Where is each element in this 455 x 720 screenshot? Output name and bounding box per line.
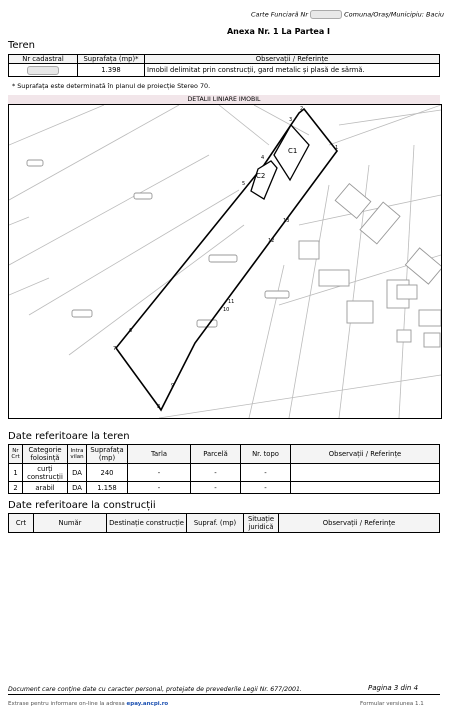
page-number: Pagina 3 din 4 (368, 684, 419, 692)
col-parcela: Parcelă (191, 445, 241, 464)
online-info-prefix: Extrase pentru informare on-line la adresa (8, 701, 125, 707)
cell-intravilan: DA (68, 482, 87, 494)
cell-parcela: - (191, 464, 241, 482)
col-suprafata: Suprafața (mp) (87, 445, 128, 464)
cell-area: 1.398 (78, 64, 145, 77)
teren-table (8, 54, 440, 77)
epay-link[interactable]: epay.ancpi.ro (126, 701, 169, 707)
cell-observations: Imobil delimitat prin construcții, gard metalic și plasă de sârmă. (145, 64, 440, 77)
cell-observatii (291, 482, 440, 494)
building-c2 (251, 161, 277, 199)
cf-header (0, 10, 444, 19)
cell-tarla: - (128, 482, 191, 494)
col-observatii: Observații / Referințe (145, 55, 440, 64)
point-label-5: 5 (242, 181, 246, 187)
point-label-11: 11 (228, 299, 235, 305)
col-tarla: Tarla (128, 445, 191, 464)
redacted-cadastral-number (27, 66, 59, 75)
point-label-13: 13 (283, 218, 290, 224)
col-intravilan: Intra vilan (68, 445, 87, 464)
point-label-1: 1 (335, 145, 339, 151)
col-destinatie: Destinație construcție (107, 514, 187, 533)
col-nr-crt: Nr Crt (9, 445, 23, 464)
point-label-7: 7 (113, 346, 117, 352)
personal-data-notice: Document care conține date cu caracter personal, protejate de prevederile Legii Nr. 677/2001. (8, 686, 302, 693)
cell-nr-topo: - (241, 464, 291, 482)
table-row (9, 482, 440, 494)
constr-section-title: Date referitoare la construcții (8, 500, 156, 511)
cell-nr: 1 (9, 464, 23, 482)
teren-section-title: Teren (8, 40, 35, 51)
plan-drawing (9, 105, 441, 418)
col-suprafata: Supraf. (mp) (187, 514, 244, 533)
footer-divider (8, 694, 440, 695)
col-nr-cadastral: Nr cadastral (9, 55, 78, 64)
point-label-8: 8 (157, 404, 161, 410)
point-label-12: 12 (268, 238, 275, 244)
building-label-c2: C2 (256, 172, 266, 180)
annex-title: Anexa Nr. 1 La Partea I (226, 27, 330, 36)
col-nr-topo: Nr. topo (241, 445, 291, 464)
cell-nr-topo: - (241, 482, 291, 494)
online-info (8, 701, 168, 707)
cell-intravilan: DA (68, 464, 87, 482)
col-observatii: Observații / Referințe (279, 514, 440, 533)
col-numar: Număr (34, 514, 107, 533)
building-label-c1: C1 (288, 147, 298, 155)
cell-observatii (291, 464, 440, 482)
land-table (8, 444, 440, 494)
form-version: Formular versiunea 1.1 (360, 701, 424, 707)
cadastral-plan (8, 104, 442, 419)
col-crt: Crt (9, 514, 34, 533)
point-label-4: 4 (261, 155, 265, 161)
cell-categorie: curți construcții (23, 464, 68, 482)
plan-banner: DETALII LINIARE IMOBIL (8, 95, 440, 104)
col-situatie: Situație juridică (244, 514, 279, 533)
table-row (9, 464, 440, 482)
col-suprafata: Suprafața (mp)* (78, 55, 145, 64)
cell-nr: 2 (9, 482, 23, 494)
cell-suprafata: 1.158 (87, 482, 128, 494)
point-label-3: 3 (289, 117, 293, 123)
redacted-cf-number (310, 10, 342, 19)
cf-prefix: Carte Funciară Nr (250, 10, 309, 19)
constr-table (8, 513, 440, 533)
point-label-6: 6 (129, 328, 133, 334)
point-label-9: 9 (171, 383, 175, 389)
cell-nr-cadastral (9, 64, 78, 77)
cell-parcela: - (191, 482, 241, 494)
col-observatii: Observații / Referințe (291, 445, 440, 464)
cell-suprafata: 240 (87, 464, 128, 482)
point-label-2: 2 (300, 106, 304, 112)
neighbour-buildings (27, 160, 441, 347)
cell-tarla: - (128, 464, 191, 482)
col-categorie: Categorie folosință (23, 445, 68, 464)
cell-categorie: arabil (23, 482, 68, 494)
land-section-title: Date referitoare la teren (8, 431, 130, 442)
cf-suffix: Comuna/Oraș/Municipiu: Baciu (344, 10, 444, 19)
point-label-10: 10 (223, 307, 230, 313)
teren-footnote: * Suprafața este determinată în planul de proiecție Stereo 70. (12, 82, 211, 90)
